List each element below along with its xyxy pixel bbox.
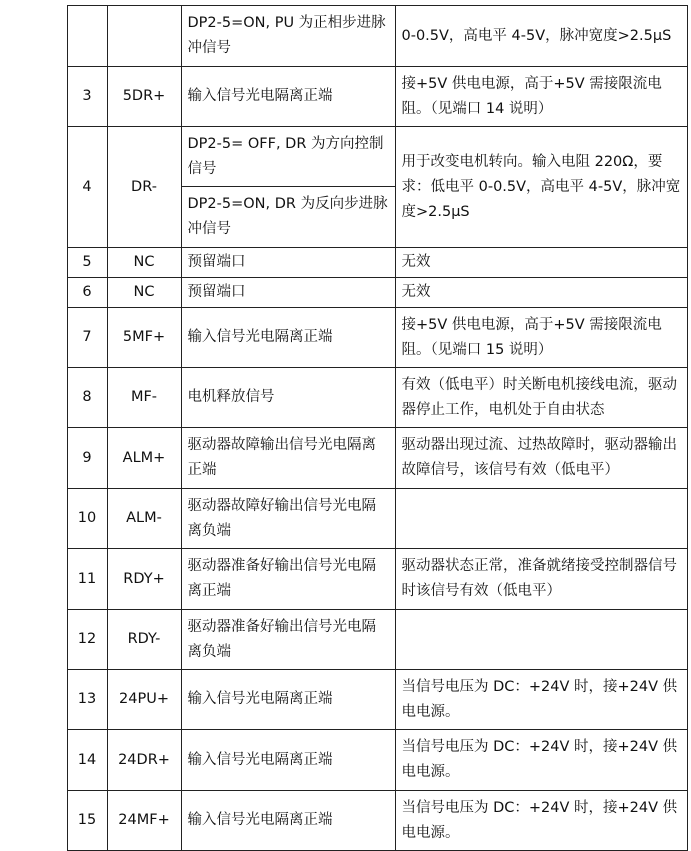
left-margin-column bbox=[7, 6, 67, 851]
signal-description: 电机释放信号 bbox=[181, 368, 395, 428]
port-number: 4 bbox=[67, 127, 107, 248]
port-number: 6 bbox=[67, 278, 107, 308]
port-name: 24MF+ bbox=[107, 791, 181, 851]
table-row bbox=[7, 730, 687, 791]
signal-note: 当信号电压为 DC：+24V 时，接+24V 供电电源。 bbox=[395, 791, 687, 851]
table-row bbox=[7, 6, 687, 67]
port-number: 14 bbox=[67, 730, 107, 791]
table-row bbox=[7, 248, 687, 278]
signal-note: 当信号电压为 DC：+24V 时，接+24V 供电电源。 bbox=[395, 670, 687, 730]
signal-note bbox=[395, 610, 687, 670]
signal-note: 驱动器状态正常，准备就绪接受控制器信号时该信号有效（低电平） bbox=[395, 549, 687, 610]
signal-description: 预留端口 bbox=[181, 278, 395, 308]
signal-description: 驱动器故障好输出信号光电隔离负端 bbox=[181, 489, 395, 549]
port-signal-table bbox=[7, 5, 688, 851]
table-row bbox=[7, 278, 687, 308]
port-number: 11 bbox=[67, 549, 107, 610]
signal-note bbox=[395, 489, 687, 549]
port-number: 9 bbox=[67, 428, 107, 489]
port-number bbox=[67, 6, 107, 67]
port-number: 7 bbox=[67, 308, 107, 368]
port-number: 8 bbox=[67, 368, 107, 428]
signal-note: 驱动器出现过流、过热故障时，驱动器输出故障信号，该信号有效（低电平） bbox=[395, 428, 687, 489]
table-row bbox=[7, 670, 687, 730]
table-row bbox=[7, 549, 687, 610]
port-number: 3 bbox=[67, 67, 107, 127]
signal-description: 预留端口 bbox=[181, 248, 395, 278]
port-number: 13 bbox=[67, 670, 107, 730]
signal-description: 输入信号光电隔离正端 bbox=[181, 791, 395, 851]
table-row bbox=[7, 368, 687, 428]
signal-description-alt: DP2-5=ON, DR 为反向步进脉冲信号 bbox=[181, 187, 395, 248]
port-number: 12 bbox=[67, 610, 107, 670]
port-name: 5DR+ bbox=[107, 67, 181, 127]
signal-note: 当信号电压为 DC：+24V 时，接+24V 供电电源。 bbox=[395, 730, 687, 791]
signal-note: 无效 bbox=[395, 278, 687, 308]
signal-description: 输入信号光电隔离正端 bbox=[181, 67, 395, 127]
table-row bbox=[7, 791, 687, 851]
table-row bbox=[7, 67, 687, 127]
port-name: NC bbox=[107, 248, 181, 278]
port-name: ALM+ bbox=[107, 428, 181, 489]
signal-note: 0-0.5V，高电平 4-5V，脉冲宽度>2.5μS bbox=[395, 6, 687, 67]
signal-description: 驱动器准备好输出信号光电隔离负端 bbox=[181, 610, 395, 670]
port-name: RDY- bbox=[107, 610, 181, 670]
port-name: DR- bbox=[107, 127, 181, 248]
port-name: NC bbox=[107, 278, 181, 308]
port-number: 15 bbox=[67, 791, 107, 851]
signal-note: 接+5V 供电电源，高于+5V 需接限流电阻。（见端口 14 说明） bbox=[395, 67, 687, 127]
signal-description: 输入信号光电隔离正端 bbox=[181, 308, 395, 368]
port-name: RDY+ bbox=[107, 549, 181, 610]
signal-description: 输入信号光电隔离正端 bbox=[181, 730, 395, 791]
port-name: 24DR+ bbox=[107, 730, 181, 791]
signal-description: 驱动器准备好输出信号光电隔离正端 bbox=[181, 549, 395, 610]
port-name: 5MF+ bbox=[107, 308, 181, 368]
table-row bbox=[7, 308, 687, 368]
signal-description: DP2-5=ON, PU 为正相步进脉冲信号 bbox=[181, 6, 395, 67]
table-row bbox=[7, 428, 687, 489]
table-row bbox=[7, 127, 687, 187]
port-name: 24PU+ bbox=[107, 670, 181, 730]
table-row bbox=[7, 489, 687, 549]
signal-description: 驱动器故障输出信号光电隔离正端 bbox=[181, 428, 395, 489]
port-name: MF- bbox=[107, 368, 181, 428]
signal-note: 接+5V 供电电源，高于+5V 需接限流电阻。（见端口 15 说明） bbox=[395, 308, 687, 368]
table-row bbox=[7, 610, 687, 670]
signal-note: 有效（低电平）时关断电机接线电流，驱动器停止工作，电机处于自由状态 bbox=[395, 368, 687, 428]
signal-description: DP2-5= OFF, DR 为方向控制信号 bbox=[181, 127, 395, 187]
port-number: 5 bbox=[67, 248, 107, 278]
signal-note: 无效 bbox=[395, 248, 687, 278]
signal-note: 用于改变电机转向。输入电阻 220Ω，要求：低电平 0-0.5V，高电平 4-5V，脉冲宽度>2.5μS bbox=[395, 127, 687, 248]
port-number: 10 bbox=[67, 489, 107, 549]
port-name bbox=[107, 6, 181, 67]
signal-description: 输入信号光电隔离正端 bbox=[181, 670, 395, 730]
port-name: ALM- bbox=[107, 489, 181, 549]
